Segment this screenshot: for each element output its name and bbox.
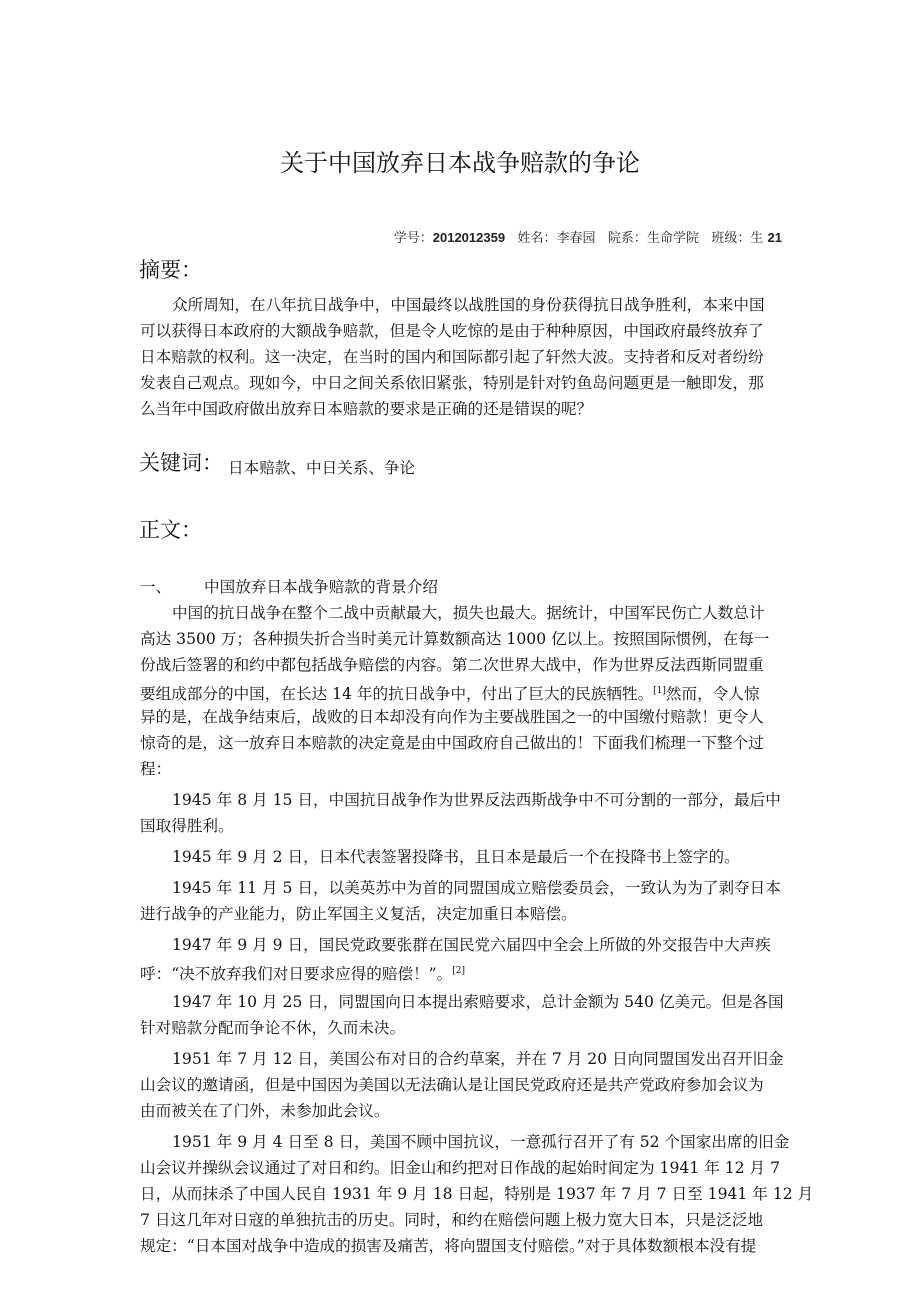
text-line: 可以获得日本政府的大额战争赔款，但是令人吃惊的是由于种种原因，中国政府最终放弃了 <box>140 322 764 340</box>
section-title: 中国放弃日本战争赔款的背景介绍 <box>204 578 438 596</box>
text-line: 山会议的邀请函，但是中国因为美国以无法确认是让国民党政府还是共产党政府参加会议为 <box>140 1076 764 1094</box>
text-line: 程： <box>140 760 172 778</box>
text-line: 由而被关在了门外，未参加此会议。 <box>140 1102 390 1120</box>
name-label: 姓名： <box>517 231 557 246</box>
text-line: 规定：“日本国对战争中造成的损害及痛苦，将向盟国支付赔偿。”对于具体数额根本没有提 <box>140 1237 757 1255</box>
paragraph <box>140 844 785 870</box>
section-heading <box>140 574 785 600</box>
text-line: 山会议并操纵会议通过了对日和约。旧金山和约把对日作战的起始时间定为 1941 年 12 月 7 <box>140 1159 781 1177</box>
text-line: 1951 年 7 月 12 日，美国公布对日的合约草案，并在 7 月 20 日向同盟国发出召开旧金 <box>172 1050 784 1068</box>
class-label: 班级： <box>711 231 751 246</box>
paragraph <box>140 1129 814 1259</box>
text-segment: 然而，令人惊 <box>665 685 760 703</box>
text-line <box>140 678 785 704</box>
body-text <box>140 600 814 1264</box>
class-value: 生 <box>750 231 764 246</box>
body-heading: 正文： <box>139 518 202 542</box>
text-line: 1945 年 11 月 5 日，以美英苏中为首的同盟国成立赔偿委员会，一致认为为了剥夺日本 <box>172 879 781 897</box>
text-segment: 要组成部分的中国，在长达 14 年的抗日战争中，付出了巨大的民族牺牲。 <box>140 685 654 703</box>
paragraph <box>140 292 785 422</box>
paragraph <box>140 932 785 984</box>
text-line: 日本赔款的权利。这一决定，在当时的国内和国际都引起了轩然大波。支持者和反对者纷纷 <box>140 348 764 366</box>
text-line: 1951 年 9 月 4 日至 8 日，美国不顾中国抗议，一意孤行召开了有 52 个国家出席的旧金 <box>172 1133 790 1151</box>
department: 生命学院 <box>646 231 699 246</box>
text-line: 么当年中国政府做出放弃日本赔款的要求是正确的还是错误的呢？ <box>140 400 593 418</box>
student-id: 2012012359 <box>432 230 506 245</box>
text-line: 7 日这几年对日寇的单独抗击的历史。同时，和约在赔偿问题上极力宽大日本，只是泛泛地 <box>140 1211 764 1229</box>
text-line: 日，从而抹杀了中国人民自 1931 年 9 月 18 日起，特别是 1937 年 7 月 7 日至 1941 年 12 月 <box>140 1185 814 1203</box>
text-line: 中国的抗日战争在整个二战中贡献最大，损失也最大。据统计，中国军民伤亡人数总计 <box>172 604 765 622</box>
paragraph <box>140 875 785 927</box>
student-info <box>394 227 782 246</box>
text-line: 针对赔款分配而争论不休，久而未决。 <box>140 1019 406 1037</box>
text-line: 国取得胜利。 <box>140 817 234 835</box>
text-line <box>140 958 785 984</box>
text-line: 众所周知，在八年抗日战争中，中国最终以战胜国的身份获得抗日战争胜利，本来中国 <box>172 296 765 314</box>
text-line: 1947 年 9 月 9 日，国民党政要张群在国民党六届四中全会上所做的外交报告中大声疾 <box>172 936 771 954</box>
student-name: 李春园 <box>556 231 596 246</box>
text-line: 1945 年 9 月 2 日，日本代表签署投降书，且日本是最后一个在投降书上签字的。 <box>172 848 740 866</box>
abstract-heading: 摘要： <box>139 258 202 282</box>
text-line: 份战后签署的和约中都包括战争赔偿的内容。第二次世界大战中，作为世界反法西斯同盟重 <box>140 656 764 674</box>
paragraph <box>140 1046 785 1124</box>
paragraph <box>140 787 785 839</box>
class-number: 21 <box>767 230 782 245</box>
department-label: 院系： <box>607 231 647 246</box>
paragraph <box>140 989 785 1041</box>
footnote-ref: [1] <box>653 686 666 696</box>
paragraph <box>140 600 785 782</box>
text-line: 发表自己观点。现如今，中日之间关系依旧紧张，特别是针对钓鱼岛问题更是一触即发，那 <box>140 374 764 392</box>
text-line: 高达 3500 万；各种损失折合当时美元计算数额高达 1000 亿以上。按照国际惯例，在每一 <box>140 630 770 648</box>
student-id-label: 学号： <box>393 231 433 246</box>
section-number: 一、 <box>140 578 172 596</box>
footnote-ref: [2] <box>452 966 465 976</box>
text-line: 1947 年 10 月 25 日，同盟国向日本提出索赔要求，总计金额为 540 亿美元。但是各国 <box>172 993 784 1011</box>
text-line: 进行战争的产业能力，防止军国主义复活，决定加重日本赔偿。 <box>140 905 577 923</box>
keywords-heading: 关键词： <box>139 451 223 475</box>
document-title: 关于中国放弃日本战争赔款的争论 <box>280 149 640 177</box>
keywords-text: 日本赔款、中日关系、争论 <box>228 459 416 477</box>
abstract-body <box>140 292 785 427</box>
text-line: 1945 年 8 月 15 日，中国抗日战争作为世界反法西斯战争中不可分割的一部分，最后中 <box>172 791 781 809</box>
text-line: 惊奇的是，这一放弃日本赔款的决定竟是由中国政府自己做出的！下面我们梳理一下整个过 <box>140 734 764 752</box>
text-line: 异的是，在战争结束后，战败的日本却没有向作为主要战胜国之一的中国缴付赔款！更令人 <box>140 708 764 726</box>
text-segment: 呼：“决不放弃我们对日要求应得的赔偿！”。 <box>140 965 453 983</box>
